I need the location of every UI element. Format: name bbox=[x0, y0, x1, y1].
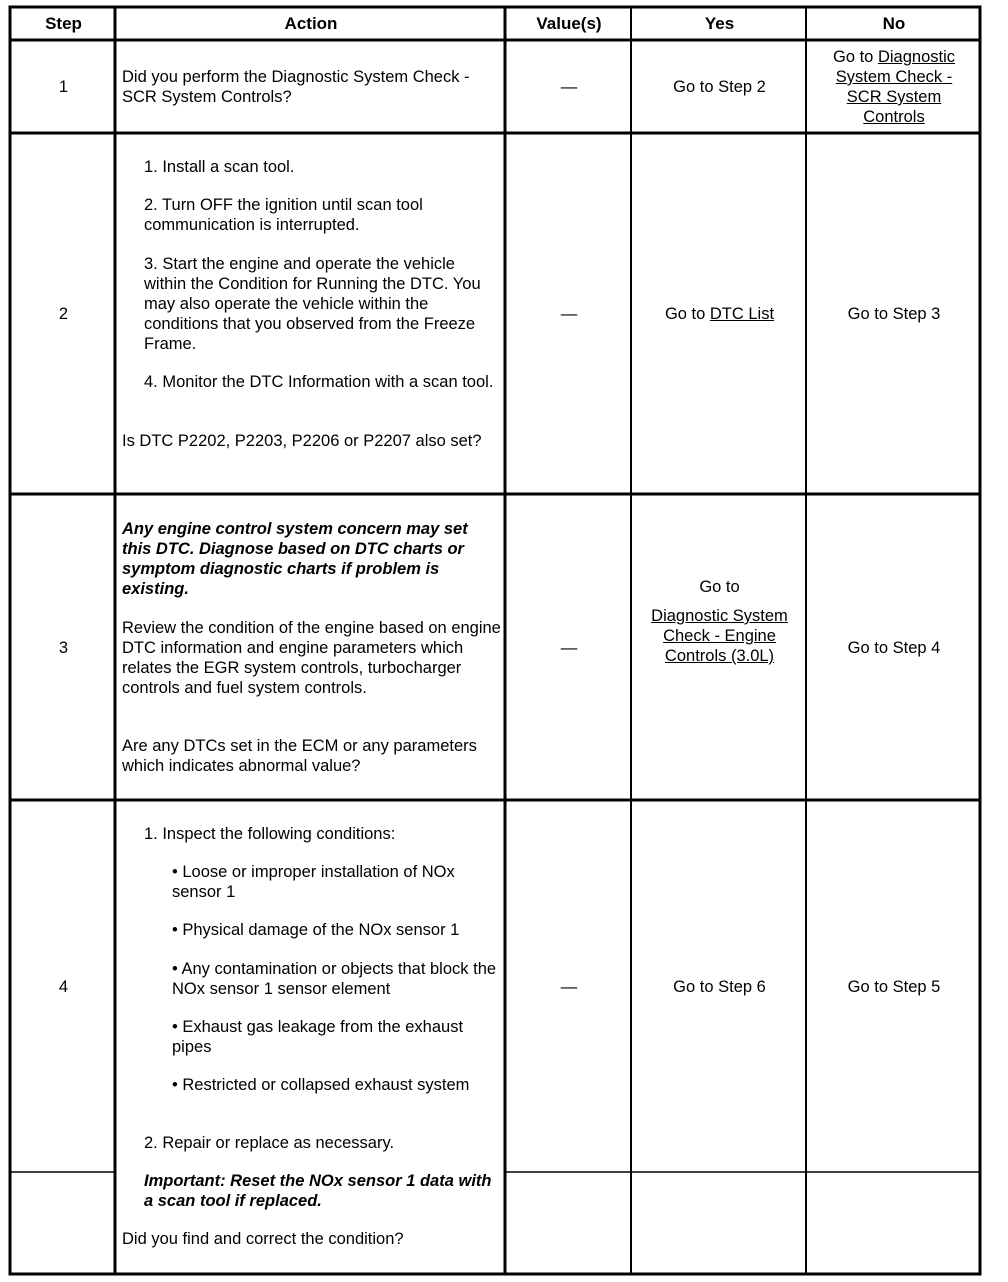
row2-item-3: 3. Start the engine and operate the vehicle within the Condition for Running the DTC. You may also operate the vehicle within the conditions that you observed from the Freeze Frame. bbox=[144, 255, 481, 353]
row3-no: Go to Step 4 bbox=[847, 639, 941, 657]
row3-yes-link[interactable] bbox=[640, 606, 799, 666]
row4-bullet-2: • Physical damage of the NOx sensor 1 bbox=[172, 921, 460, 939]
header-no: No bbox=[882, 14, 906, 33]
row2-no: Go to Step 3 bbox=[847, 305, 941, 323]
row1-yes: Go to Step 2 bbox=[673, 78, 766, 96]
row3-body: Review the condition of the engine based on engine DTC information and engine parameters which relates the EGR system controls, turbocharger controls and fuel system controls. bbox=[122, 619, 501, 697]
row2-yes-prefix: Go to bbox=[664, 305, 710, 323]
row4-item-1: 1. Inspect the following conditions: bbox=[144, 825, 396, 843]
header-values: Value(s) bbox=[536, 14, 602, 33]
row2-values: — bbox=[560, 305, 578, 323]
row3-note: Any engine control system concern may set this DTC. Diagnose based on DTC charts or symptom diagnostic charts if problem is existing. bbox=[122, 520, 468, 598]
row3-question: Are any DTCs set in the ECM or any parameters which indicates abnormal value? bbox=[122, 737, 477, 775]
row1-no-link[interactable]: Diagnostic System Check - SCR System Controls bbox=[835, 48, 955, 126]
row4-question: Did you find and correct the condition? bbox=[122, 1230, 404, 1248]
row4-yes: Go to Step 6 bbox=[673, 978, 766, 996]
row3-values: — bbox=[560, 639, 578, 657]
row4-bullet-5: • Restricted or collapsed exhaust system bbox=[172, 1076, 470, 1094]
row2-step: 2 bbox=[58, 305, 69, 323]
row2-item-2: 2. Turn OFF the ignition until scan tool communication is interrupted. bbox=[144, 196, 423, 234]
row1-no-prefix: Go to bbox=[833, 48, 878, 66]
row4-item-2: 2. Repair or replace as necessary. bbox=[144, 1134, 395, 1152]
row2-item-1: 1. Install a scan tool. bbox=[144, 158, 295, 176]
row4-no: Go to Step 5 bbox=[847, 978, 941, 996]
row2-yes bbox=[633, 304, 806, 324]
row2-question: Is DTC P2202, P2203, P2206 or P2207 also set? bbox=[122, 432, 482, 450]
row1-values: — bbox=[560, 78, 578, 96]
row1-step: 1 bbox=[58, 78, 69, 96]
header-step: Step bbox=[45, 14, 82, 33]
row4-step: 4 bbox=[58, 978, 69, 996]
row1-action: Did you perform the Diagnostic System Check - SCR System Controls? bbox=[122, 68, 470, 106]
row4-bullet-4: • Exhaust gas leakage from the exhaust pipes bbox=[172, 1018, 464, 1056]
row2-item-4: 4. Monitor the DTC Information with a scan tool. bbox=[144, 373, 494, 391]
row4-important: Important: Reset the NOx sensor 1 data with a scan tool if replaced. bbox=[144, 1172, 492, 1210]
row4-bullet-1: • Loose or improper installation of NOx sensor 1 bbox=[172, 863, 455, 901]
header-yes: Yes bbox=[704, 14, 735, 33]
row4-bullet-3: • Any contamination or objects that block the NOx sensor 1 sensor element bbox=[172, 960, 497, 998]
row3-yes-prefix: Go to bbox=[699, 578, 740, 596]
row1-no bbox=[820, 47, 968, 127]
header-action: Action bbox=[284, 14, 338, 33]
row3-step: 3 bbox=[58, 639, 69, 657]
row3-yes-link-text[interactable]: Diagnostic System Check - Engine Controls (3.0L) bbox=[651, 607, 788, 665]
row4-values: — bbox=[560, 978, 578, 996]
row2-yes-link[interactable]: DTC List bbox=[709, 305, 775, 323]
